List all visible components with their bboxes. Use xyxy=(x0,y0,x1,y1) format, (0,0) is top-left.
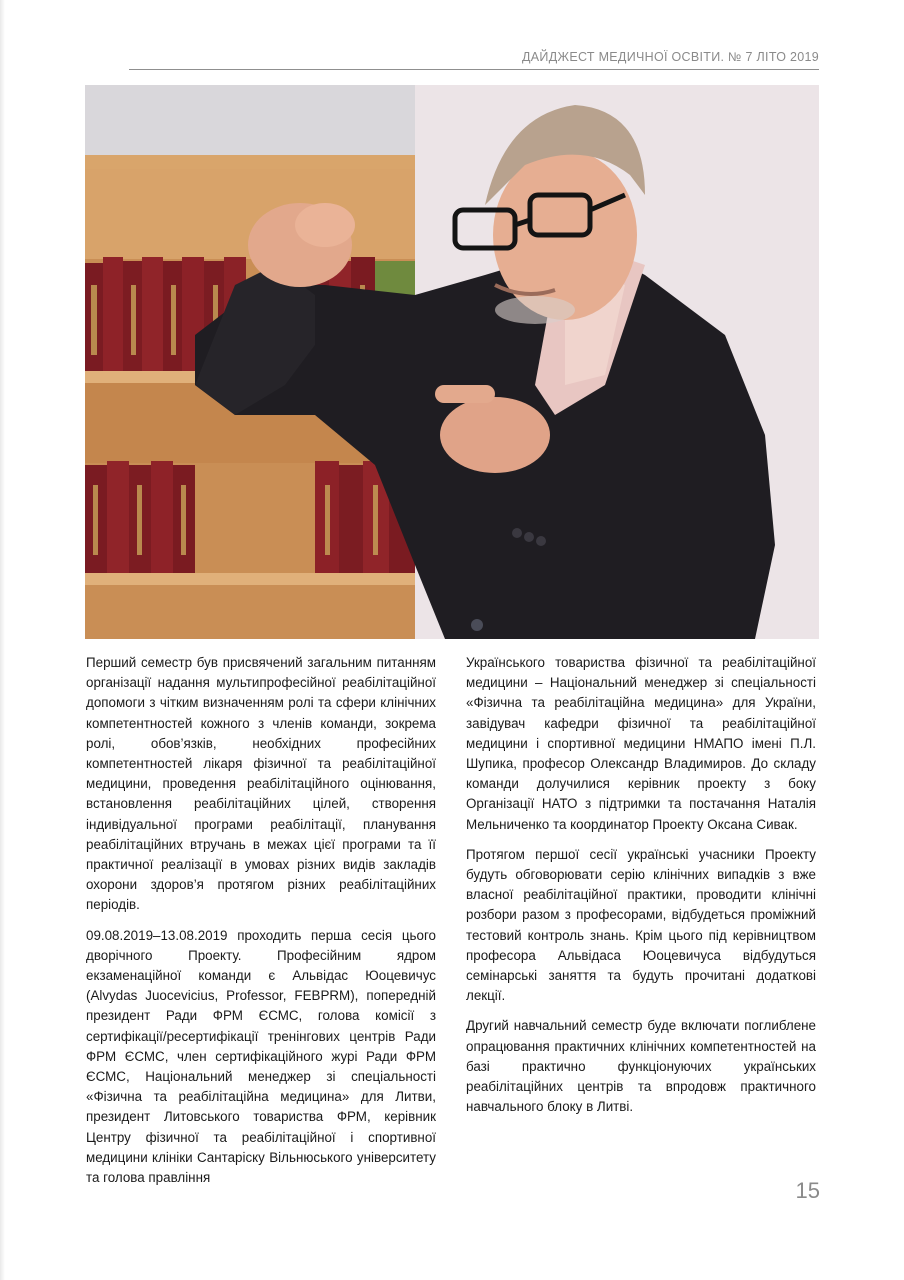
paragraph: Другий навчальний семестр буде включати поглиблене опрацювання практичних клінічних компетентностей на базі практично функціонуючих українських реабілітаційних центрів та впродовж практичного навчального блоку в Литві. xyxy=(466,1018,816,1115)
paragraph: Протягом першої сесії українські учасники Проекту будуть обговорювати серію клінічних випадків з вже власної реабілітаційної практики, проводити клінічні розбори разом з професорами, відбудеться проміжний тестовий контроль знань. Крім цього під керівництвом професора Альвідаса Юоцевичуса відбудуться семінарські заняття та будуть прочитані додаткові лекції. xyxy=(466,846,816,1004)
header-rule xyxy=(129,69,819,70)
running-header xyxy=(129,50,819,72)
journal-title: ДАЙДЖЕСТ МЕДИЧНОЇ ОСВІТИ. № 7 ЛІТО 2019 xyxy=(522,50,819,64)
paragraph: Українського товариства фізичної та реабілітаційної медицини – Національний менеджер зі спеціальності «Фізична та реабілітаційна медицина» для України, завідувач кафедри фізичної та реабілітаційної медицини і спортивної медицини НМАПО імені П.Л. Шупика, професор Олександр Владимиров. До складу команди долучилися керівник проекту з боку Організації НАТО з підтримки та постачання Наталія Мельниченко та координатор Проекту Оксана Сивак. xyxy=(466,655,816,832)
speaker-photo xyxy=(85,85,819,639)
page-spine-shadow xyxy=(0,0,5,1280)
page-number: 15 xyxy=(795,1178,820,1203)
text-column-left xyxy=(86,653,436,1198)
paragraph: Перший семестр був присвячений загальним питанням організації надання мультипрофесійної реабілітаційної допомоги з чітким визначенням ролі та сфери клінічних компетентностей кожного з членів команди, зокрема ролі, обов’язків, необхідних професійних компетентностей лікаря фізичної та реабілітаційної медицини, проведення реабілітаційного оцінювання, встановлення реабілітаційних цілей, створення індивідуальної програми реабілітації, планування реабілітаційних втручань в межах цієї програми та її практичної реалізації в умовах різних видів закладів охорони здоров’я протягом різних реабілітаційних періодів. xyxy=(86,655,436,913)
paragraph: 09.08.2019–13.08.2019 проходить перша сесія цього дворічного Проекту. Професійним ядром екзаменаційної команди є Альвідас Юоцевичус (Alvydas Juocevicius, Professor, FEBPRM), попередній президент Ради ФРМ ЄСМС, голова комісії з сертифікації/ресертифікації тренінгових центрів Ради ФРМ ЄСМС, член сертифікаційного журі Ради ФРМ ЄСМС, Національний менеджер зі спеціальності «Фізична та реабілітаційна медицина» для Литви, президент Литовського товариства ФРМ, керівник Центру фізичної та реабілітаційної і спортивної медицини клініки Сантаріску Вільнюського університету та голова правління xyxy=(86,927,436,1186)
text-column-right xyxy=(466,653,816,1127)
